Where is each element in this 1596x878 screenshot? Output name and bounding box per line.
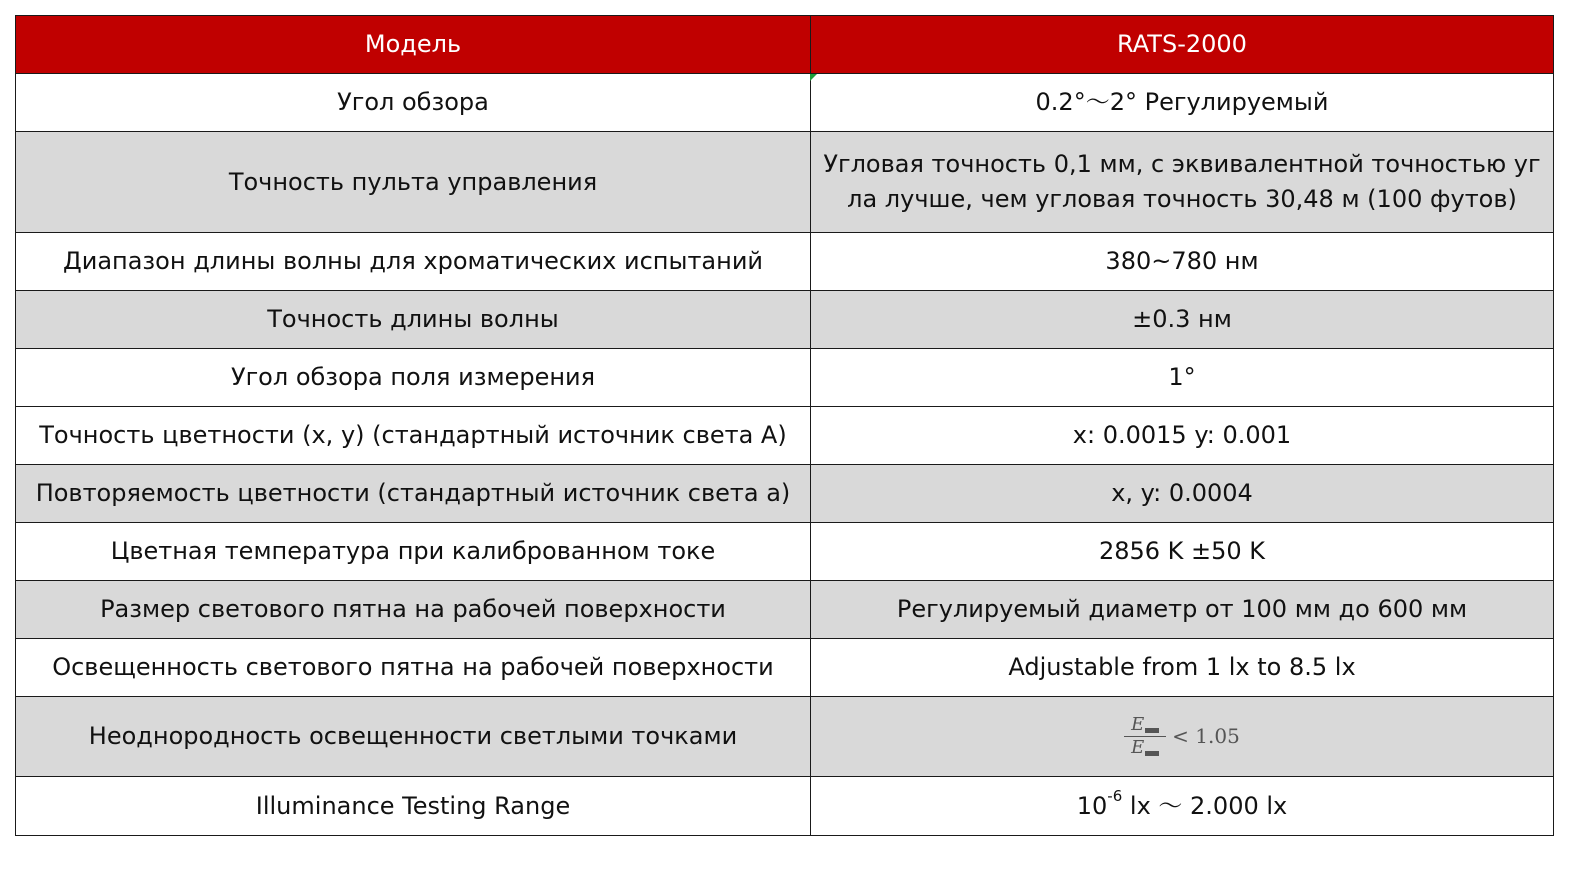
- subscript-max-mark: [1145, 728, 1159, 733]
- table-row: [16, 523, 1554, 581]
- value-cell: 1°: [811, 349, 1554, 407]
- table-row: [16, 233, 1554, 291]
- value-cell: 380~780 нм: [811, 233, 1554, 291]
- table-row: [16, 349, 1554, 407]
- param-cell: Точность пульта управления: [16, 132, 811, 233]
- param-cell: Illuminance Testing Range: [16, 777, 811, 836]
- table-row: [16, 777, 1554, 836]
- value-cell: 2856 K ±50 K: [811, 523, 1554, 581]
- table-row: [16, 581, 1554, 639]
- param-cell: Освещенность светового пятна на рабочей поверхности: [16, 639, 811, 697]
- header-param-cell: Модель: [16, 16, 811, 74]
- param-cell: Угол обзора поля измерения: [16, 349, 811, 407]
- table-row: [16, 639, 1554, 697]
- range-exponent: -6: [1107, 786, 1123, 805]
- range-rest: lx ～ 2.000 lx: [1122, 791, 1288, 820]
- value-cell: x: 0.0015 y: 0.001: [811, 407, 1554, 465]
- param-cell: Точность цветности (x, y) (стандартный источник света A): [16, 407, 811, 465]
- param-cell: Угол обзора: [16, 74, 811, 132]
- formula-fraction: [1124, 715, 1166, 759]
- param-cell: Повторяемость цветности (стандартный источник света a): [16, 465, 811, 523]
- header-row: [16, 16, 1554, 74]
- table-row: [16, 132, 1554, 233]
- table-row: [16, 291, 1554, 349]
- uniformity-formula: [1124, 715, 1240, 759]
- param-cell: Цветная температура при калиброванном токе: [16, 523, 811, 581]
- value-cell: [811, 697, 1554, 777]
- value-cell: Регулируемый диаметр от 100 мм до 600 мм: [811, 581, 1554, 639]
- spec-table: [15, 15, 1554, 836]
- value-cell: Adjustable from 1 lx to 8.5 lx: [811, 639, 1554, 697]
- formula-denominator: E: [1131, 737, 1145, 759]
- subscript-min-mark: [1145, 751, 1159, 756]
- param-cell: Точность длины волны: [16, 291, 811, 349]
- value-text: Угловая точность 0,1 мм, с эквивалентной точностью угла лучше, чем угловая точность 30,48 м (100 футов): [823, 150, 1541, 213]
- table-row: [16, 465, 1554, 523]
- table-row: [16, 407, 1554, 465]
- formula-numerator: E: [1131, 713, 1145, 735]
- value-cell: 0.2°～2° Регулируемый: [811, 74, 1554, 132]
- table-row: [16, 697, 1554, 777]
- value-cell: x, y: 0.0004: [811, 465, 1554, 523]
- table-row: [16, 74, 1554, 132]
- cell-corner-marker: [810, 74, 817, 81]
- param-cell: Неоднородность освещенности светлыми точками: [16, 697, 811, 777]
- param-cell: Размер светового пятна на рабочей поверхности: [16, 581, 811, 639]
- value-cell: [811, 132, 1554, 233]
- range-base: 10: [1076, 791, 1108, 820]
- header-value-cell: RATS-2000: [811, 16, 1554, 74]
- value-cell: ±0.3 нм: [811, 291, 1554, 349]
- param-cell: Диапазон длины волны для хроматических испытаний: [16, 233, 811, 291]
- value-cell: [811, 777, 1554, 836]
- formula-relation: < 1.05: [1172, 724, 1240, 748]
